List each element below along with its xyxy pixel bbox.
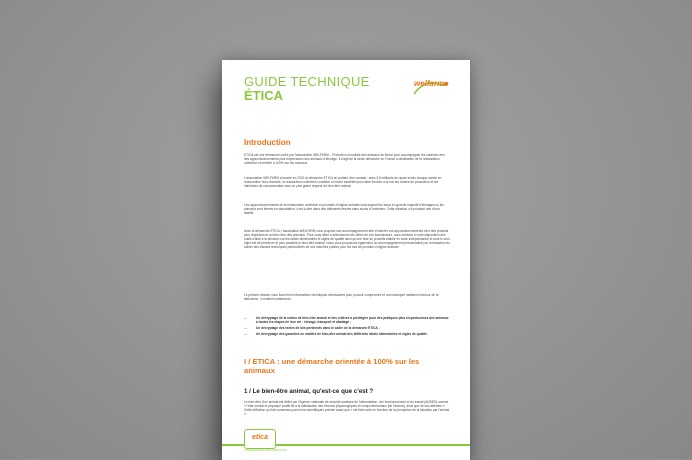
guide-subtitle: ÉTICA xyxy=(244,88,283,103)
paragraph-1: ETICA est une démarche créée par l'association WELFARM – Protection mondiale des animaux de ferme pour accompagner les cantines vers des approvisionnements plus respectueux des animaux d'élevage. Il s'agit de la seule démarche en France à destination de la restauration collective et centrée à 100% sur les animaux. xyxy=(244,153,445,165)
list-item: — Un décryptage des textes de lois pertinents dans le cadre de la démarche ETICA ; xyxy=(244,326,380,330)
dash-icon: — xyxy=(244,332,248,336)
subsection-heading: 1 / Le bien-être animal, qu'est-ce que c'est ? xyxy=(244,388,374,395)
paragraph-3: Les approvisionnements de la restauration collective en produits d'origine animale sont aujourd'hui issus en grande majorité d'élevages où les animaux sont élevés en claustration, c'est-à-dire dans des bâtiments fermés sans accès à l'extérieur. Cette situation n'a pourtant rien d'une fatalité. xyxy=(244,203,444,215)
etica-logo xyxy=(244,429,276,449)
etica-logo-text: etica xyxy=(252,434,268,441)
bullet-list xyxy=(244,316,450,338)
list-item: — Un décryptage de la notion de bien-être animal et des critères à privilégier pour des pratiques plus respectueuses des animaux à toutes les étapes de leur vie : élevage, transport et abattage ; xyxy=(244,316,449,324)
paragraph-5: Le présent dossier vous fournit les informations techniques nécessaires pour pouvoir comprendre et communiquer facilement autour de la démarche. Il contient notamment : xyxy=(244,293,439,301)
document-page xyxy=(222,60,470,460)
guide-title: GUIDE TECHNIQUE xyxy=(244,74,370,89)
intro-heading: Introduction xyxy=(244,138,291,147)
welfarm-logo-text: welfarm xyxy=(414,79,445,88)
dash-icon: — xyxy=(244,326,248,330)
paragraph-2: L'association WELFARM a lancée en 2019 la démarche ETICA en partant d'un constat : avec 3,8 milliards de repas servis chaque année en restauration hors domicile, la restauration collective constitue un levier essentiel pour faire évoluer à la fois les modes de production et les habitudes de consommation vers un plus grand respect du bien-être animal. xyxy=(244,176,442,188)
footer-caption: UNE DÉMARCHE WELFARM ETICA xyxy=(244,449,287,452)
section-heading: I / ETICA : une démarche orientée à 100% sur les animaux xyxy=(244,357,420,375)
dash-icon: — xyxy=(244,316,248,320)
paragraph-4: Avec la démarche ETICA, l'association WELFARM vous propose son accompagnement afin d'orienter vos approvisionnements vers des produits plus respectueux du bien-être des animaux. Pour vous aider à sélectionner les offres de vos fournisseurs, nous mettons à votre disposition des outils d'aide à la décision sur les labels alimentaires et sigles de qualité ainsi qu'une liste de produits établie en toute indépendance et dont le seul objet est de préserver le plus possible le bien-être animal. Nous vous proposons également un accompagnement personnalisé par la rédaction du cahier des clauses techniques particulières de vos marchés publics pour les lots de produits d'origine animale. xyxy=(244,229,450,249)
paragraph-6: Le bien-être d'un animal est défini par l'Agence nationale de sécurité sanitaire de l'alimentation, de l'environnement et du travail (ANSES) comme « l'état mental et physique positif lié à la satisfaction des besoins physiologiques et comportementaux [de l'animal], ainsi que de ses attentes ». Cette définition qui fait consensus parmi les scientifiques précise aussi que « cet état varie en fonction de la perception de la situation par l'animal ». xyxy=(244,400,450,416)
list-item: — Un décryptage des garanties en matière de bien-être animal des différents labels alimentaires et sigles de qualité. xyxy=(244,332,428,336)
